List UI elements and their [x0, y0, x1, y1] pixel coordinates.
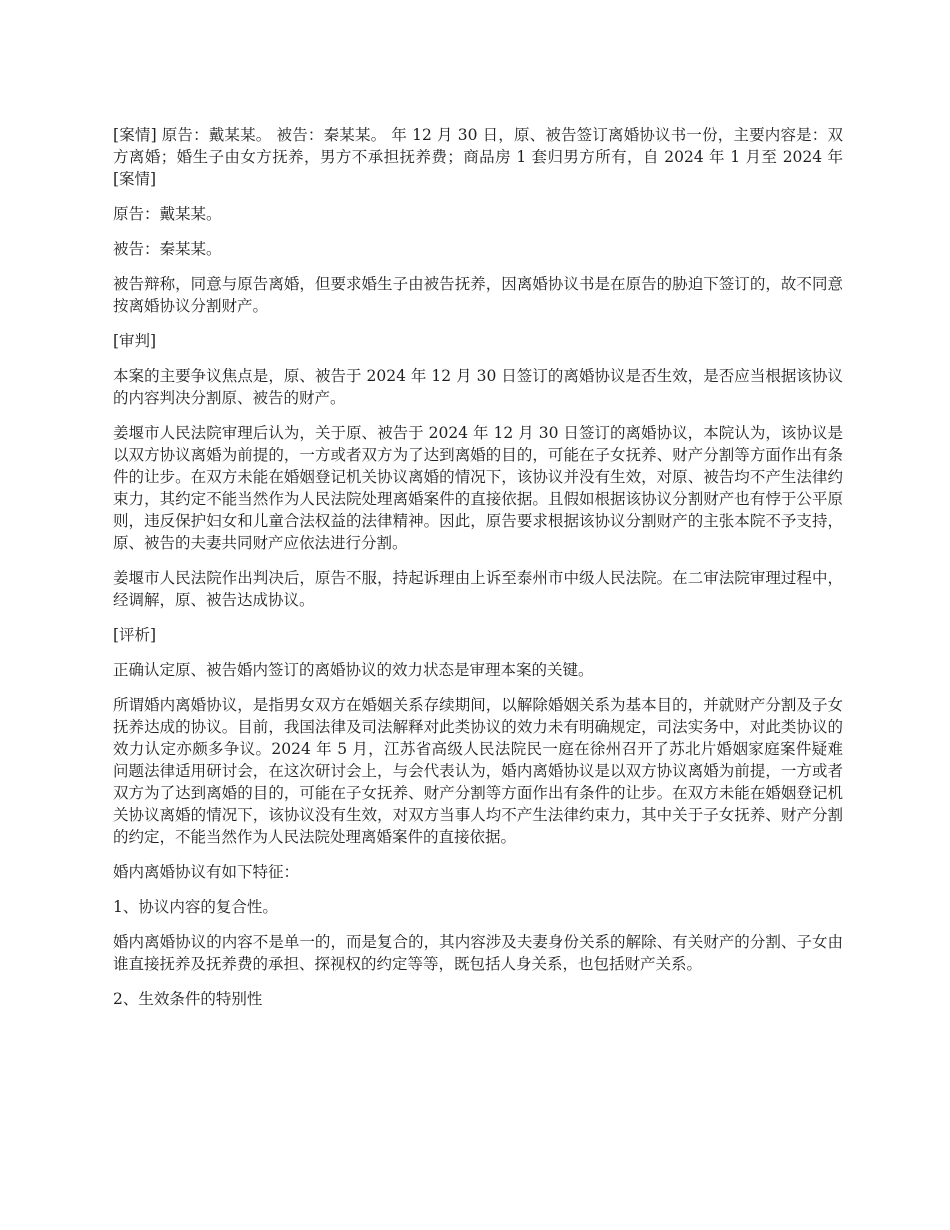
plaintiff-paragraph: 原告：戴某某。	[113, 205, 222, 223]
feature-1-heading: 1、协议内容的复合性。	[113, 898, 278, 916]
dispute-focus-paragraph: 本案的主要争议焦点是，原、被告于 2024 年 12 月 30 日签订的离婚协议是否生效，是否应当根据该协议的内容判决分割原、被告的财产。	[113, 367, 843, 407]
analysis-heading: [评析]	[113, 626, 157, 644]
appeal-paragraph: 姜堰市人民法院作出判决后，原告不服，持起诉理由上诉至泰州市中级人民法院。在二审法院审理过程中，经调解，原、被告达成协议。	[113, 569, 843, 609]
first-instance-judgment-paragraph: 姜堰市人民法院审理后认为，关于原、被告于 2024 年 12 月 30 日签订的离婚协议，本院认为，该协议是以双方协议离婚为前提的，一方或者双方为了达到离婚的目的，可能在子女抚养、财产分割等方面作出有条件的让步。在双方未能在婚姻登记机关协议离婚的情况下，该协议并没有生效，对原、被告均不产生法律约束力，其约定不能当然作为人民法院处理离婚案件的直接依据。且假如根据该协议分割财产也有悖于公平原则，违反保护妇女和儿童合法权益的法律精神。因此，原告要求根据该协议分割财产的主张本院不予支持，原、被告的夫妻共同财产应依法进行分割。	[113, 424, 843, 552]
trial-heading: [审判]	[113, 332, 157, 350]
case-summary-paragraph: [案情] 原告：戴某某。 被告：秦某某。 年 12 月 30 日，原、被告签订离婚协议书一份，主要内容是：双方离婚；婚生子由女方抚养，男方不承担抚养费；商品房 1 套归男方所有，自 2024 年 1 月至 2024 年 [案情]	[113, 126, 843, 188]
definition-paragraph: 所谓婚内离婚协议，是指男女双方在婚姻关系存续期间，以解除婚姻关系为基本目的，并就财产分割及子女抚养达成的协议。目前，我国法律及司法解释对此类协议的效力未有明确规定，司法实务中，对此类协议的效力认定亦颇多争议。2024 年 5 月，江苏省高级人民法院民一庭在徐州召开了苏北片婚姻家庭案件疑难问题法律适用研讨会，在这次研讨会上，与会代表认为，婚内离婚协议是以双方协议离婚为前提，一方或者双方为了达到离婚的目的，可能在子女抚养、财产分割等方面作出有条件的让步。在双方未能在婚姻登记机关协议离婚的情况下，该协议没有生效，对双方当事人均不产生法律约束力，其中关于子女抚养、财产分割的约定，不能当然作为人民法院处理离婚案件的直接依据。	[113, 696, 843, 846]
defense-paragraph: 被告辩称，同意与原告离婚，但要求婚生子由被告抚养，因离婚协议书是在原告的胁迫下签订的，故不同意按离婚协议分割财产。	[113, 275, 843, 315]
defendant-paragraph: 被告：秦某某。	[113, 240, 222, 258]
analysis-key-paragraph: 正确认定原、被告婚内签订的离婚协议的效力状态是审理本案的关键。	[113, 661, 594, 679]
document-body	[113, 124, 843, 1023]
feature-2-heading: 2、生效条件的特别性	[113, 990, 263, 1008]
features-intro-paragraph: 婚内离婚协议有如下特征：	[113, 863, 300, 881]
feature-1-paragraph: 婚内离婚协议的内容不是单一的，而是复合的，其内容涉及夫妻身份关系的解除、有关财产的分割、子女由谁直接抚养及抚养费的承担、探视权的约定等等，既包括人身关系，也包括财产关系。	[113, 933, 843, 973]
